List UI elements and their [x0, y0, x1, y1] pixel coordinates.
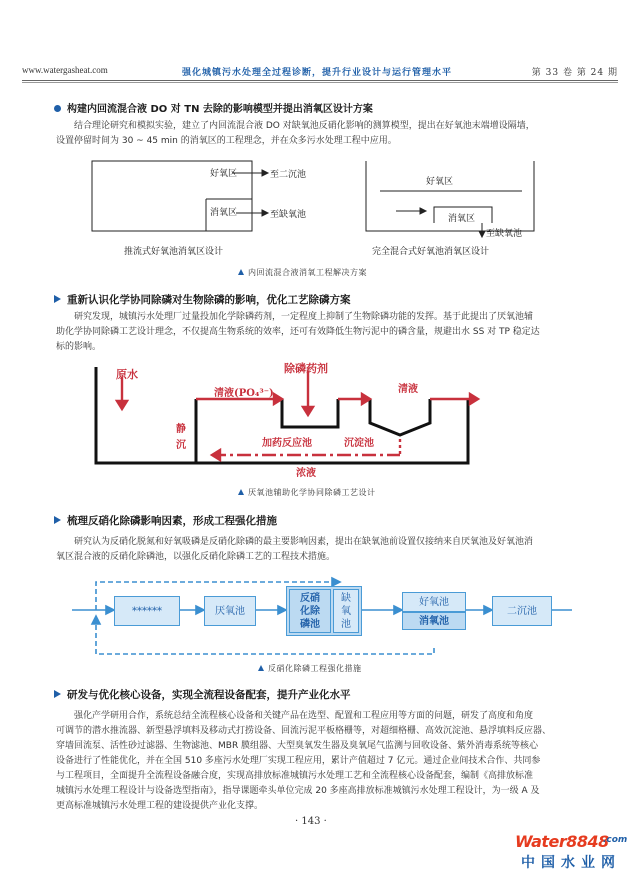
para-line: 研究认为反硝化脱氮和好氧吸磷是反硝化除磷的最主要影响因素，提出在缺氧池前设置仅接纳来自厌氧池及好氧池消: [74, 537, 534, 547]
section1-paragraph: [56, 119, 592, 149]
label-aerobic-zone: 好氧区: [210, 169, 238, 179]
para-line: 研究发现，城镇污水处理厂过量投加化学除磷药剂，一定程度上抑制了生物除磷功能的发挥。基于此提出了厌氧池辅: [74, 312, 534, 322]
arrow-icon: [117, 401, 127, 409]
arrow-icon: [484, 606, 492, 614]
issue-number: 第 33 卷 第 24 期: [531, 68, 618, 78]
caption-text: 反硝化除磷工程强化措施: [268, 664, 362, 673]
section3-paragraph: [56, 535, 592, 565]
section2-paragraph: [56, 310, 592, 355]
arrow-icon: [212, 450, 220, 460]
arrow-icon: [278, 606, 286, 614]
para-line: 设备进行了性能优化，并在全国 510 多座污水处理厂实现工程应用，累计产值超过 7 亿元。通过企业间技术合作、共同参: [56, 756, 541, 766]
para-line: 结合理论研究和模拟实验，建立了内回流混合液 DO 对缺氧池反硝化影响的测算模型，提出在好氧池末端增设隔墙，: [74, 121, 535, 131]
caption-triangle-icon: [238, 269, 244, 275]
label-to-anoxic: 至缺氧池: [270, 210, 307, 220]
label-settling-tank: 沉淀池: [344, 438, 374, 449]
bullet-triangle-icon: [54, 690, 61, 698]
section-heading-equipment: [54, 687, 351, 702]
para-line: 与工程项目，全面提升全流程设备融合度，实现高排放标准城镇污水处理工艺和全流程核心设备配套，编制《高排放标准: [56, 771, 534, 781]
arrow-icon: [479, 231, 485, 237]
header-rule-secondary: [22, 82, 618, 83]
caption-text: 内回流混合液消氧工程解决方案: [248, 268, 367, 277]
section-heading-deoxygenation: [54, 100, 373, 115]
para-line: 标的影响。: [56, 342, 102, 352]
page-header: [22, 64, 618, 80]
label-raw-water: 原水: [116, 368, 138, 381]
logo-domain: .com: [603, 835, 628, 845]
para-line: 城镇污水处理工程设计与设备选型指南》，指导课题牵头单位完成 20 多座高排放标准城镇污水处理工程设计，为一级 A 及: [56, 786, 540, 796]
process-box-anoxic: [333, 589, 359, 633]
box-text: 磷池: [300, 618, 320, 630]
settling-tank-outline: [370, 399, 430, 435]
heading-text: 重新认识化学协同除磷对生物除磷的影响，优化工艺除磷方案: [67, 294, 351, 306]
process-box-aerobic: 好氧池: [402, 592, 466, 612]
label-static: 静: [176, 424, 186, 435]
process-box-denit-p: [289, 589, 331, 633]
para-line: 更高标准城镇污水处理工程的建设提供产业化支撑。: [56, 801, 264, 811]
arrow-icon: [332, 578, 340, 586]
process-box-secondary: 二沉池: [492, 596, 552, 626]
label-to-secondary: 至二沉池: [270, 170, 307, 180]
box-text: 缺: [341, 592, 351, 604]
arrow-icon: [92, 616, 100, 624]
logo-word: Water8848: [515, 832, 609, 851]
arrow-icon: [262, 170, 268, 176]
caption-text: 厌氧池辅助化学协同除磷工艺设计: [248, 488, 376, 497]
arrow-icon: [394, 606, 402, 614]
process-box-deox: 消氧池: [402, 612, 466, 630]
label-aerobic-zone: 好氧区: [426, 177, 454, 187]
arrow-icon: [420, 208, 426, 214]
section4-paragraph: [56, 709, 592, 814]
label-concentrate: 浓液: [296, 468, 316, 479]
arrow-icon: [106, 606, 114, 614]
site-url: www.watergasheat.com: [22, 65, 108, 75]
arrow-icon: [470, 394, 478, 404]
header-rule: [22, 80, 618, 81]
heading-text: 研发与优化核心设备，实现全流程设备配套，提升产业化水平: [67, 689, 351, 701]
process-box-first: ******: [114, 596, 180, 626]
section-heading-phosphorus: [54, 292, 351, 307]
bullet-triangle-icon: [54, 516, 61, 524]
bullet-dot-icon: [54, 105, 61, 112]
label-to-anoxic: 至缺氧池: [486, 229, 523, 239]
plug-flow-deox-diagram: [0, 155, 640, 275]
page-number: · 143 ·: [295, 816, 327, 827]
label-settle: 沉: [176, 440, 186, 451]
figure-caption: [238, 487, 376, 498]
site-logo: [515, 832, 627, 872]
caption-triangle-icon: [238, 489, 244, 495]
section-heading-denitrifying: [54, 513, 277, 528]
label-clear-liquid: 清液: [398, 384, 418, 395]
para-line: 氧区混合液的反硝化除磷池，以强化反硝化除磷工艺的工程技术措施。: [56, 552, 336, 562]
figure-caption: [238, 267, 367, 278]
box-text: 反硝: [300, 592, 320, 604]
para-line: 穿墙回流泵、活性砂过滤器、生物滤池、MBR 膜组器、大型臭氧发生器及臭氧尾气监测与回收设备、紫外消毒系统等核心: [56, 741, 539, 751]
header-slogan: 强化城镇污水处理全过程诊断，提升行业设计与运行管理水平: [182, 68, 453, 78]
box-text: 池: [341, 618, 351, 630]
caption-triangle-icon: [258, 665, 264, 671]
label-deox-zone: 消氧区: [210, 208, 238, 218]
diagram-title-right: 完全混合式好氧池消氧区设计: [372, 247, 490, 257]
heading-text: 梳理反硝化除磷影响因素，形成工程强化措施: [67, 515, 277, 527]
diagram-title-left: 推流式好氧池消氧区设计: [124, 247, 224, 257]
para-line: 可调节的潜水推流器、新型悬浮填料及移动式打捞设备、回流污泥平板格栅等，对超细格栅、高效沉淀池、悬浮填料反应器、: [56, 726, 552, 736]
para-line: 设置停留时间为 30 ~ 45 min 的消氧区的工程理念，并在众多污水处理工程中应用。: [56, 136, 397, 146]
label-deox-zone: 消氧区: [448, 214, 476, 224]
arrow-icon: [262, 210, 268, 216]
arrow-icon: [196, 606, 204, 614]
label-p-agent: 除磷药剂: [284, 362, 328, 375]
arrow-icon: [303, 407, 313, 415]
para-line: 助化学协同除磷工艺设计理念，不仅提高生物系统的效率，还可有效降低生物污泥中的磷含量，规避出水 SS 对 TP 稳定达: [56, 327, 540, 337]
bullet-triangle-icon: [54, 295, 61, 303]
box-text: 氧: [341, 605, 351, 617]
process-box-anaerobic: 厌氧池: [204, 596, 256, 626]
label-dosing-tank: 加药反应池: [262, 438, 312, 449]
figure-caption: [258, 663, 362, 674]
label-clear-liquid-po4: 清液(PO₄³⁻): [214, 388, 274, 399]
logo-chinese: 中国水业网: [521, 855, 621, 871]
box-text: 化除: [300, 605, 320, 617]
para-line: 强化产学研用合作，系统总结全流程核心设备和关键产品在选型、配置和工程应用等方面的问题，研发了高度和角度: [74, 711, 534, 721]
heading-text: 构建内回流混合液 DO 对 TN 去除的影响模型并提出消氧区设计方案: [67, 104, 373, 115]
